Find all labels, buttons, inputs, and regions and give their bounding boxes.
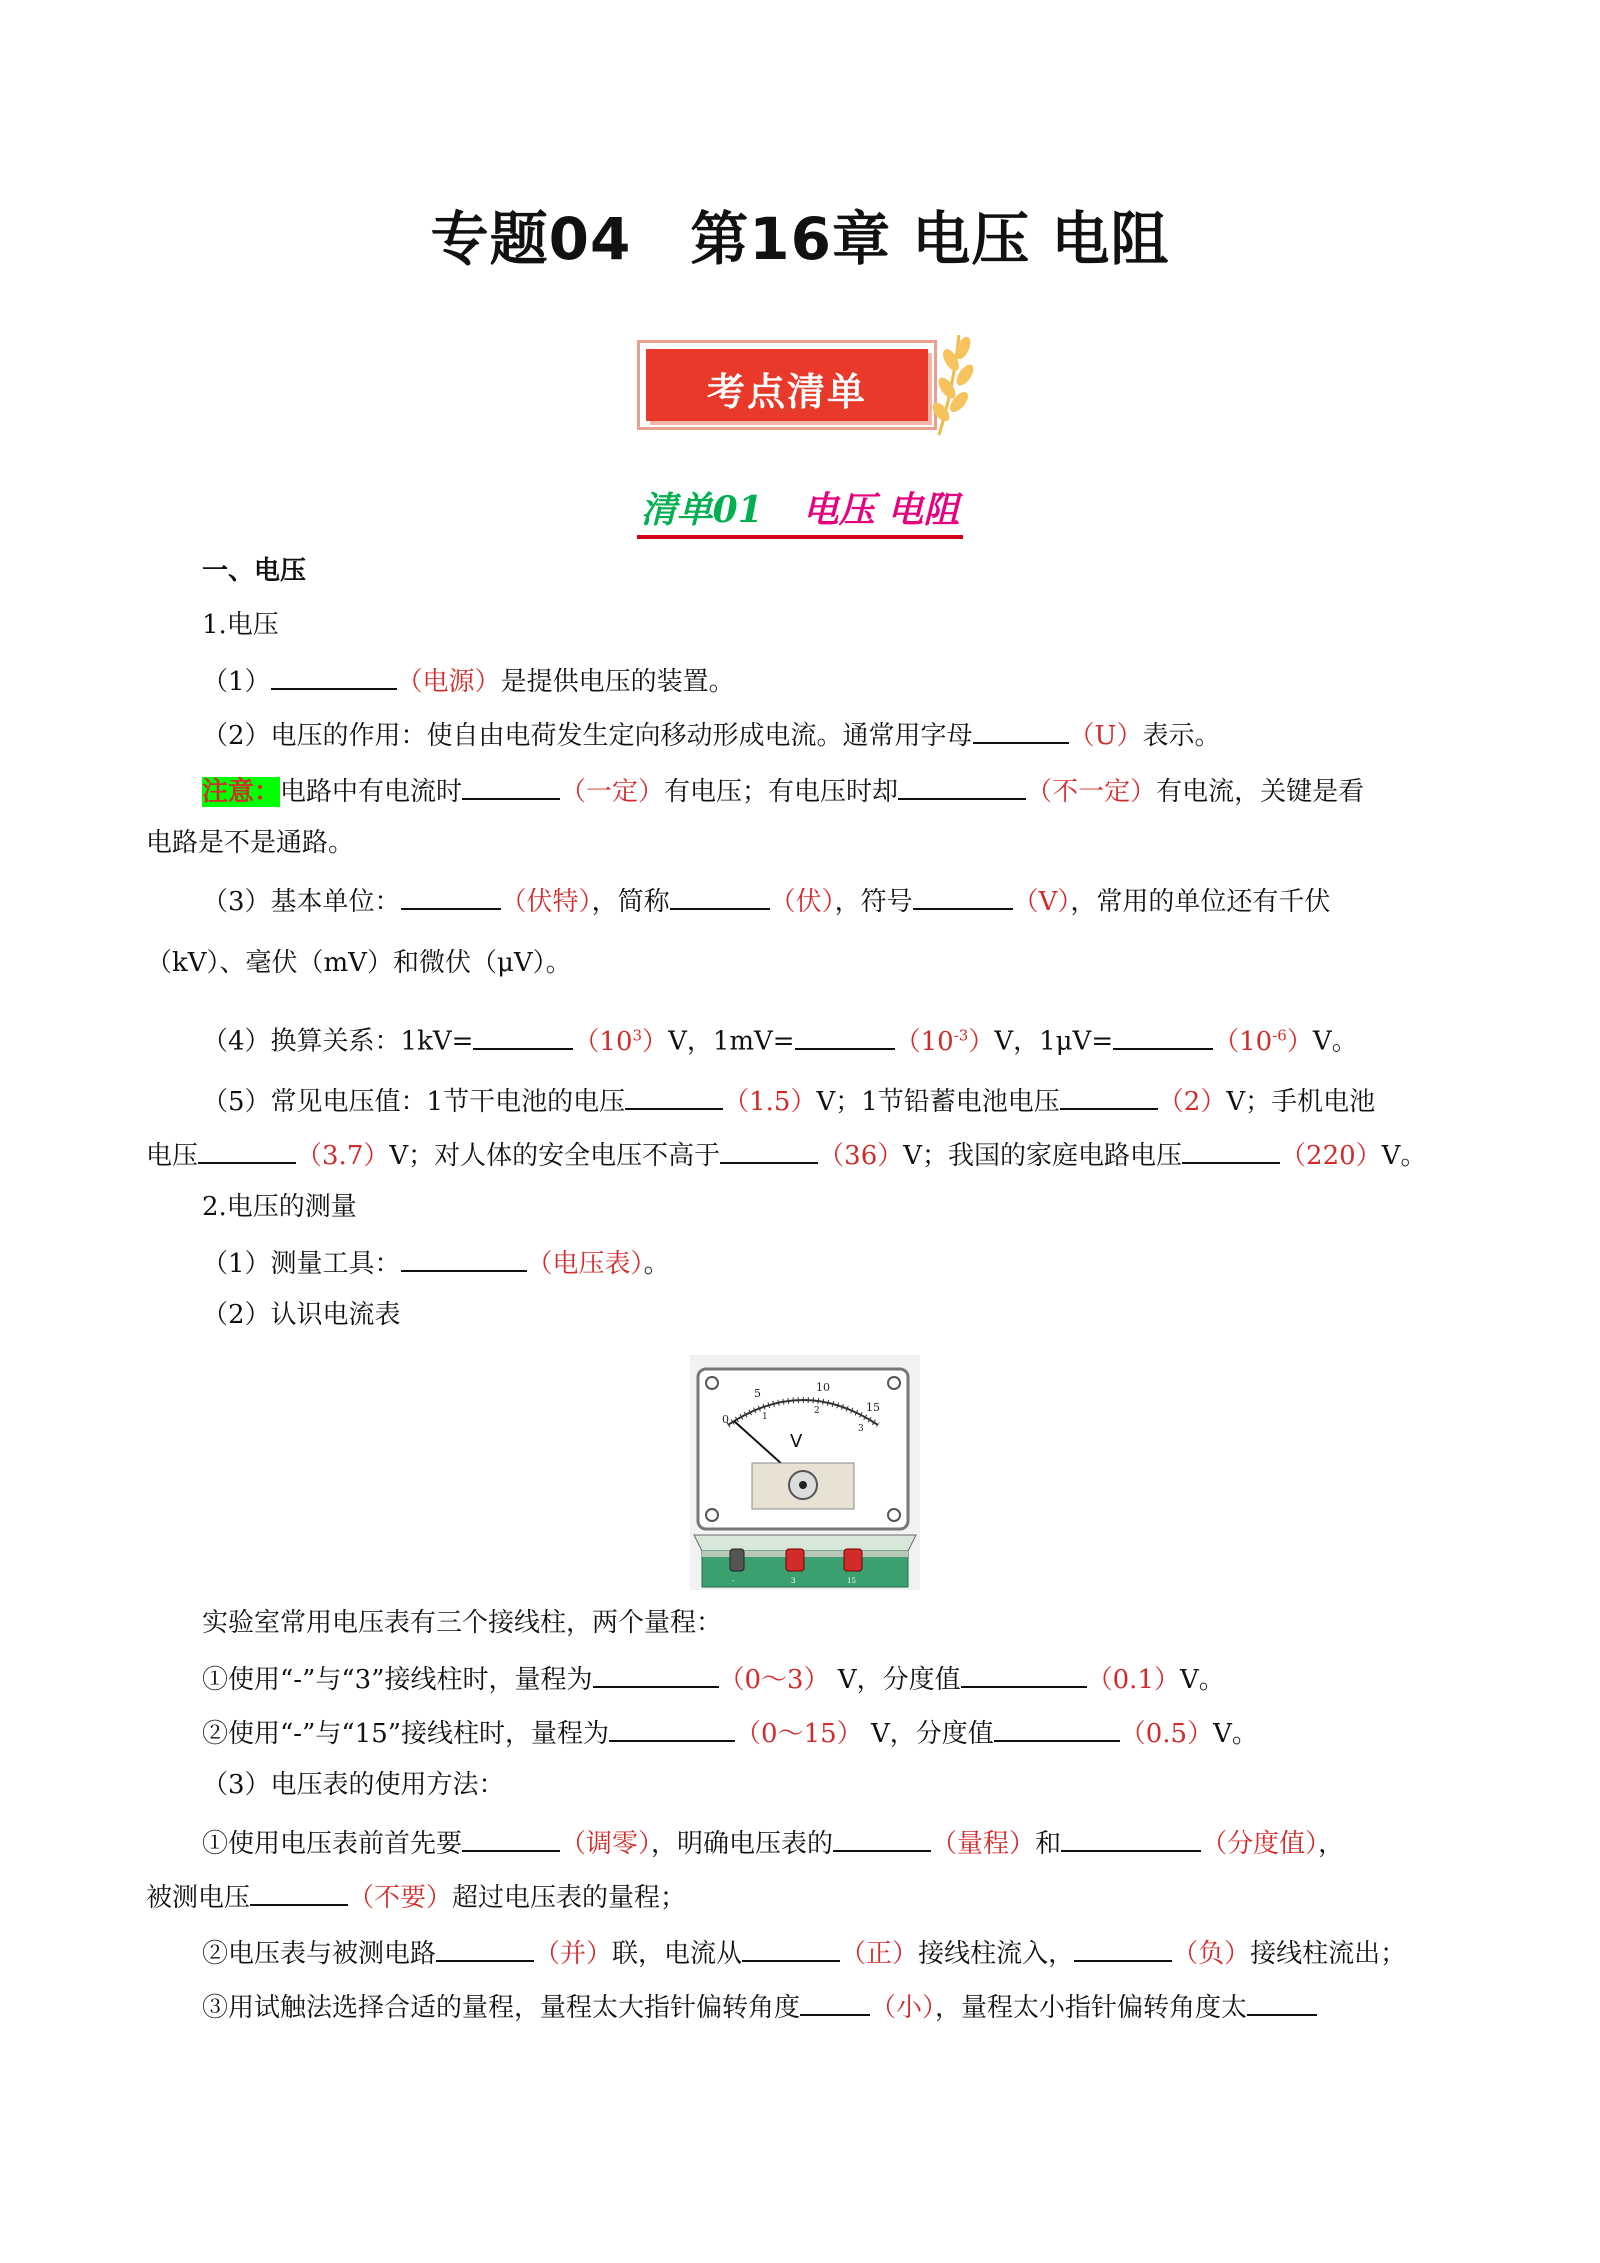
text: ②使用“-”与“15”接线柱时，量程为 [202, 1719, 610, 1749]
text: ，简称 [591, 887, 670, 917]
badge-label: 考点清单 [706, 370, 867, 414]
answer-blank [913, 882, 1013, 910]
answer-text: （1.5） [723, 1087, 817, 1117]
line-5-cont [146, 1136, 1426, 1173]
text: ②电压表与被测电路 [202, 1939, 437, 1969]
list-subtitle [0, 482, 1600, 539]
text: （5）常见电压值：1节干电池的电压 [202, 1087, 626, 1117]
subsection-heading: 1.电压 [202, 610, 279, 640]
exponent: -6 [1272, 1026, 1287, 1044]
note-line-cont: 电路是不是通路。 [146, 828, 355, 858]
line-5 [202, 1082, 1375, 1119]
line-1 [202, 662, 735, 699]
text: V；手机电池 [1226, 1087, 1376, 1117]
answer-blank [250, 1878, 348, 1906]
answer-blank [1061, 1824, 1201, 1852]
exponent: 3 [632, 1026, 643, 1044]
text: ，明确电压表的 [651, 1829, 834, 1859]
answer-text: （并） [534, 1939, 613, 1969]
screw-icon [888, 1509, 900, 1521]
range-1 [202, 1660, 1225, 1697]
scale-label: 1 [762, 1412, 768, 1422]
answer-blank [593, 1660, 719, 1688]
text: 电路中有电流时 [280, 777, 463, 807]
answer-blank [1182, 1136, 1280, 1164]
text: 表示。 [1142, 721, 1221, 751]
scale-label: 3 [858, 1424, 864, 1434]
text: ，常用的单位还有千伏 [1070, 887, 1331, 917]
answer-text: （0～15） [735, 1719, 863, 1749]
answer-text: （不一定） [1026, 777, 1157, 807]
text: 有电流，关键是看 [1156, 777, 1365, 807]
answer-blank [742, 1934, 840, 1962]
answer-blank [800, 1988, 870, 2016]
screw-icon [888, 1377, 900, 1389]
lab-text: 实验室常用电压表有三个接线柱，两个量程： [202, 1608, 723, 1638]
scale-label: 10 [816, 1381, 830, 1394]
measure-1 [202, 1244, 670, 1281]
answer-blank [795, 1022, 895, 1050]
answer-blank [198, 1136, 296, 1164]
line-3-cont: （kV）、毫伏（mV）和微伏（μV）。 [146, 948, 572, 978]
exponent: -3 [953, 1026, 969, 1044]
scale-label: 15 [866, 1401, 880, 1414]
answer-text: （U） [1068, 721, 1143, 751]
answer-text: （0～3） [718, 1665, 830, 1695]
measure-2: （2）认识电流表 [202, 1300, 401, 1330]
scale-label: 0 [722, 1413, 729, 1426]
text: （4）换算关系：1kV= [202, 1026, 474, 1057]
line-2 [202, 716, 1220, 753]
subtitle-number: 清单01 [640, 489, 763, 531]
text: V。 [1213, 1719, 1258, 1749]
answer-text: （电源） [396, 667, 501, 697]
answer-blank [401, 882, 501, 910]
answer-text [573, 1027, 668, 1057]
line-3 [202, 882, 1330, 919]
answer-text: （V） [1012, 887, 1071, 917]
text: 。 [643, 1249, 670, 1279]
answer-text: （36） [818, 1141, 904, 1171]
text: （10 [1213, 1026, 1273, 1057]
badge-frame [637, 340, 937, 430]
usage-3 [202, 1988, 1317, 2025]
usage-heading: （3）电压表的使用方法： [202, 1770, 505, 1800]
text: 是提供电压的装置。 [500, 667, 735, 697]
answer-blank [670, 882, 770, 910]
text: V，1mV= [668, 1026, 795, 1057]
answer-blank [462, 772, 560, 800]
text: 接线柱流出； [1250, 1939, 1407, 1969]
answer-blank [973, 716, 1069, 744]
text: 有电压；有电压时却 [664, 777, 899, 807]
usage-1 [202, 1824, 1344, 1861]
text: ③用试触法选择合适的量程，量程太大指针偏转角度 [202, 1993, 801, 2023]
answer-text: （3.7） [296, 1141, 390, 1171]
range-2 [202, 1714, 1258, 1751]
answer-text: （负） [1172, 1939, 1251, 1969]
text: ） [968, 1026, 995, 1057]
text: （2）电压的作用：使自由电荷发生定向移动形成电流。通常用字母 [202, 721, 973, 751]
answer-blank [462, 1824, 560, 1852]
usage-1-cont [146, 1878, 686, 1915]
answer-text: （伏） [769, 887, 835, 917]
answer-text: （小） [870, 1993, 936, 2023]
usage-2 [202, 1934, 1406, 1971]
answer-blank [473, 1022, 573, 1050]
answer-blank [401, 1244, 527, 1272]
answer-blank [1113, 1022, 1213, 1050]
text: V，1μV= [994, 1026, 1114, 1057]
text: 接线柱流入， [918, 1939, 1075, 1969]
subtitle-underline [637, 482, 964, 539]
text: （1） [202, 667, 271, 697]
text: V。 [1381, 1141, 1427, 1171]
text: V。 [1180, 1665, 1225, 1695]
meter-letter: V [790, 1431, 803, 1452]
text: V；对人体的安全电压不高于 [389, 1141, 721, 1171]
text: 和 [1035, 1829, 1062, 1859]
page-title: 专题04 第16章 电压 电阻 [430, 205, 1170, 273]
text: ， [1318, 1829, 1345, 1859]
answer-blank [1247, 1988, 1317, 2016]
note-line [202, 772, 1364, 809]
scale-label: 5 [754, 1387, 761, 1400]
screw-icon [706, 1377, 718, 1389]
text: 电压 [146, 1141, 199, 1171]
section-badge [637, 330, 977, 440]
answer-blank [436, 1934, 534, 1962]
subtitle-topic: 电压 电阻 [802, 489, 960, 531]
answer-text: （0.1） [1086, 1665, 1180, 1695]
text: ，符号 [834, 887, 913, 917]
text: V；1节铅蓄电池电压 [816, 1087, 1060, 1117]
answer-text: （量程） [931, 1829, 1036, 1859]
answer-blank [1060, 1082, 1158, 1110]
answer-text: （0.5） [1119, 1719, 1214, 1749]
answer-text: （2） [1157, 1087, 1227, 1117]
answer-blank [625, 1082, 723, 1110]
text: 被测电压 [146, 1883, 251, 1913]
answer-blank [898, 772, 1026, 800]
scale-label: 2 [814, 1406, 820, 1416]
answer-blank [994, 1714, 1120, 1742]
answer-blank [833, 1824, 931, 1852]
answer-blank [961, 1660, 1087, 1688]
text: V，分度值 [870, 1719, 994, 1749]
terminal-label: - [732, 1577, 735, 1585]
text: V。 [1312, 1026, 1358, 1057]
text: ） [1286, 1026, 1313, 1057]
answer-text: （分度值） [1201, 1829, 1319, 1859]
answer-text: （调零） [560, 1829, 652, 1859]
answer-blank [1074, 1934, 1172, 1962]
answer-blank [609, 1714, 735, 1742]
text: 超过电压表的量程； [452, 1883, 687, 1913]
answer-blank [720, 1136, 818, 1164]
text: 联，电流从 [612, 1939, 743, 1969]
line-4 [202, 1018, 1358, 1059]
answer-text: （一定） [560, 777, 665, 807]
badge-fill [646, 349, 928, 421]
text: ①使用电压表前首先要 [202, 1829, 463, 1859]
text: ①使用“-”与“3”接线柱时，量程为 [202, 1665, 593, 1695]
answer-text: （不要） [348, 1883, 453, 1913]
text: V；我国的家庭电路电压 [903, 1141, 1183, 1171]
terminal-3-icon [786, 1549, 804, 1571]
answer-text: （伏特） [500, 887, 592, 917]
section-heading: 一、电压 [202, 556, 307, 586]
answer-blank [271, 662, 397, 690]
text: V，分度值 [837, 1665, 961, 1695]
subsection-heading: 2.电压的测量 [202, 1192, 357, 1222]
screw-icon [706, 1509, 718, 1521]
text: （3）基本单位： [202, 887, 401, 917]
terminal-label: 3 [791, 1577, 796, 1585]
text: ） [642, 1026, 669, 1057]
answer-text: （电压表） [526, 1249, 644, 1279]
text: （10 [573, 1026, 633, 1057]
text: （1）测量工具： [202, 1249, 401, 1279]
text: ，量程太小指针偏转角度太 [935, 1993, 1248, 2023]
answer-text: （220） [1280, 1141, 1382, 1171]
voltmeter-image [690, 1355, 920, 1590]
text: （10 [894, 1026, 954, 1057]
answer-text [895, 1027, 995, 1057]
terminal-negative-icon [730, 1549, 744, 1571]
wheat-icon [929, 330, 977, 440]
terminal-15-icon [844, 1549, 862, 1571]
note-label: 注意： [202, 777, 281, 807]
answer-text [1213, 1027, 1313, 1057]
answer-text: （正） [840, 1939, 919, 1969]
terminal-label: 15 [847, 1577, 856, 1585]
